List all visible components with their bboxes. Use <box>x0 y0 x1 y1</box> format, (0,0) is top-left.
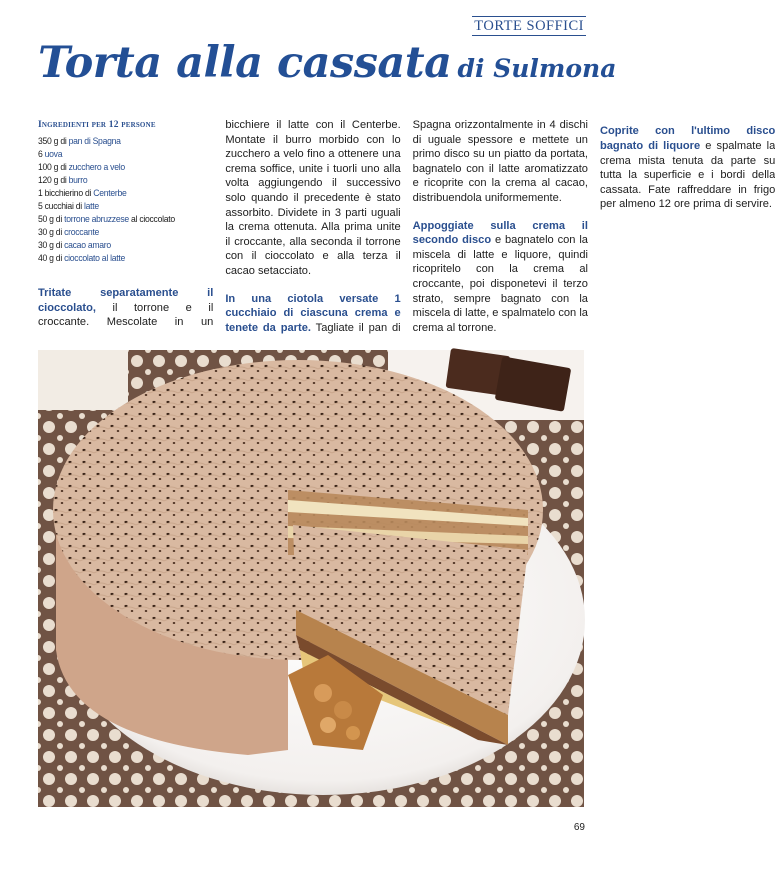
ingredient-item: 120 g di burro <box>38 173 88 185</box>
recipe-title-main: Torta alla cassata <box>38 38 452 88</box>
ingredient-item: 6 uova <box>38 147 63 159</box>
ingredient-item: 50 g di torrone abruzzese al cioccolato <box>38 212 175 224</box>
recipe-title-sub: di Sulmona <box>457 54 617 83</box>
cake-photo <box>38 350 584 807</box>
step-3: Appoggiate sulla crema il secondo disco e bagnatelo con la miscela di latte e liquore, quindi ricopritelo con la crema al croccante, poi disponetevi il terzo strato, sempre bagnato con la miscela di latte, e spalmatelo con la crema al torrone. <box>412 219 588 334</box>
cake-illustration <box>38 350 584 807</box>
recipe-title <box>38 38 617 88</box>
ingredient-item: 30 g di croccante <box>38 225 100 237</box>
step-1: Tritate separatamente il cioccolato, il torrone e il croccante. Mescolate in un bicchiere il latte con il Centerbe. Montate il burro morbido con lo zucchero a velo fino a ottenere una crema soffice, unite i tuorli uno alla volta aggiungendo il successivo solo quando il precedente è stato assorbito. Dividete in 3 parti uguali la crema ottenuta. Alla prima unite il croccante, alla seconda il torrone con il cioccolato e alla terza il cacao setacciato. <box>38 119 401 329</box>
page-number: 69 <box>573 822 585 833</box>
ingredient-item: 100 g di zucchero a velo <box>38 160 125 172</box>
ingredient-item: 5 cucchiai di latte <box>38 199 99 211</box>
recipe-method <box>38 118 775 342</box>
ingredients-heading: Ingredienti per 12 persone <box>38 120 156 130</box>
ingredient-item: 350 g di pan di Spagna <box>38 134 121 146</box>
ingredient-item: 1 bicchierino di Centerbe <box>38 186 127 198</box>
ingredients-spacer <box>38 118 213 286</box>
section-tag: TORTE SOFFICI <box>474 18 584 34</box>
step-2: In una ciotola versate 1 cucchiaio di ciascuna crema e tenete da parte. Tagliate il pan di Spagna orizzontalmente in 4 dischi di uguale spessore e mettete un primo disco su un piatto da portata, bagnatelo con il latte aromatizzato e ricoprite con la crema al cacao, distribuendola uniformemente. <box>225 119 588 334</box>
ingredient-item: 30 g di cacao amaro <box>38 238 111 250</box>
step-4: Coprite con l'ultimo disco bagnato di liquore e spalmate la crema mista tenuta da parte su tutta la superficie e i bordi della cassata. Fate raffreddare in frigo per almeno 12 ore prima di servire. <box>599 125 775 211</box>
ingredient-item: 40 g di cioccolato al latte <box>38 251 126 263</box>
